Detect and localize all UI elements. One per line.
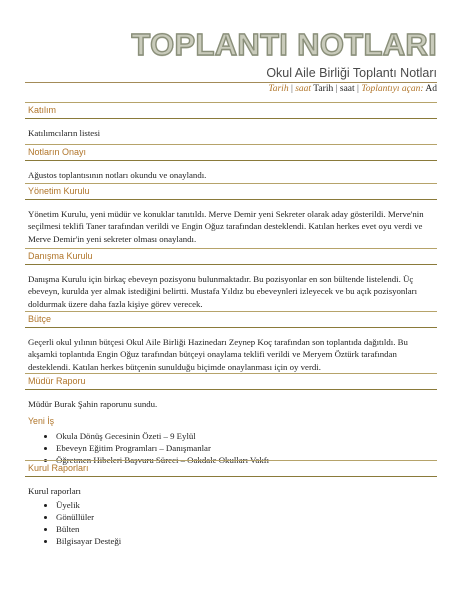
- list-item: • Üyelik: [56, 499, 437, 511]
- section-heading: Notların Onayı: [25, 144, 437, 161]
- section-heading: Bütçe: [25, 311, 437, 328]
- section-principal: [25, 373, 437, 466]
- section-text: Yönetim Kurulu, yeni müdür ve konuklar tanıtıldı. Merve Demir yeni Sekreter olarak aday gösterildi. Merve'nin seçilmesi teklifi Taner tarafından verildi ve Engin Oğuz tarafından desteklendi. Katılan herkes evet oyu verdi ve Merve Demir'in yeni sekreter olması onaylandı.: [28, 209, 424, 244]
- time-label: saat: [295, 84, 312, 94]
- organizer-value: Ad: [425, 84, 437, 94]
- subsection-heading: Yeni İş: [28, 416, 55, 427]
- section-advisory: [25, 248, 437, 310]
- section-heading: Kurul Raporları: [25, 460, 437, 477]
- list-item: • Öğretmen Hibeleri Başvuru Süreci – Oakdale Okulları Vakfı: [56, 454, 437, 466]
- subtitle-divider: [25, 82, 437, 83]
- list-item: • Ebeveyn Eğitim Programları – Danışmanlar: [56, 442, 437, 454]
- section-heading: Müdür Raporu: [25, 373, 437, 390]
- meta-separator: |: [357, 84, 359, 94]
- time-value: saat: [339, 84, 355, 94]
- list-item: • Bilgisayar Desteği: [56, 535, 437, 547]
- title-block: [131, 26, 437, 64]
- section-budget: [25, 311, 437, 373]
- section-heading: Yönetim Kurulu: [25, 183, 437, 200]
- section-text: Geçerli okul yılının bütçesi Okul Aile Birliği Hazinedarı Zeynep Koç tarafından son toplantıda dağıtıldı. Bu akşamki toplantıda Engin Oğuz tarafından bütçeyi onaylama teklifi verildi ve Meryem Öztürk tarafından desteklendi. Katılan herkes bütçenin sunulduğu biçimde onaylanması için oy verdi.: [28, 337, 408, 372]
- section-text: Danışma Kurulu için birkaç ebeveyn pozisyonu bulunmaktadır. Bu pozisyonlar en son bültende listelendi. Üç ebeveyn, kurulda yer almak istediğini belirtti. Mustafa Yıldız bu ebeveynleri izleyecek ve bu açık pozisyonları doldurmak üzere daha fazla kişiye görev verecek.: [28, 274, 418, 309]
- organizer-label: Toplantıyı açan:: [361, 84, 424, 94]
- section-attendance: [25, 102, 437, 139]
- meta-separator: |: [290, 84, 293, 94]
- date-value: Tarih: [313, 84, 334, 94]
- section-text: Katılımcıların listesi: [28, 128, 101, 138]
- date-label: Tarih: [268, 84, 289, 94]
- list-item: • Gönüllüler: [56, 511, 437, 523]
- meeting-meta: [268, 84, 437, 94]
- section-text: Kurul raporları: [28, 486, 82, 496]
- committee-list: [28, 499, 437, 547]
- list-item: • Bülten: [56, 523, 437, 535]
- section-board: [25, 183, 437, 245]
- section-text: Müdür Burak Şahin raporunu sundu.: [28, 399, 158, 409]
- section-text: Ağustos toplantısının notları okundu ve onaylandı.: [28, 170, 207, 180]
- section-heading: Katılım: [25, 102, 437, 119]
- section-committees: [25, 460, 437, 547]
- document-subtitle: Okul Aile Birliği Toplantı Notları: [266, 66, 437, 80]
- list-item: • Okula Dönüş Gecesinin Özeti – 9 Eylül: [56, 430, 437, 442]
- meta-separator: |: [335, 84, 338, 94]
- document-title: TOPLANTI NOTLARI: [131, 27, 437, 62]
- section-heading: Danışma Kurulu: [25, 248, 437, 265]
- section-approval: [25, 144, 437, 181]
